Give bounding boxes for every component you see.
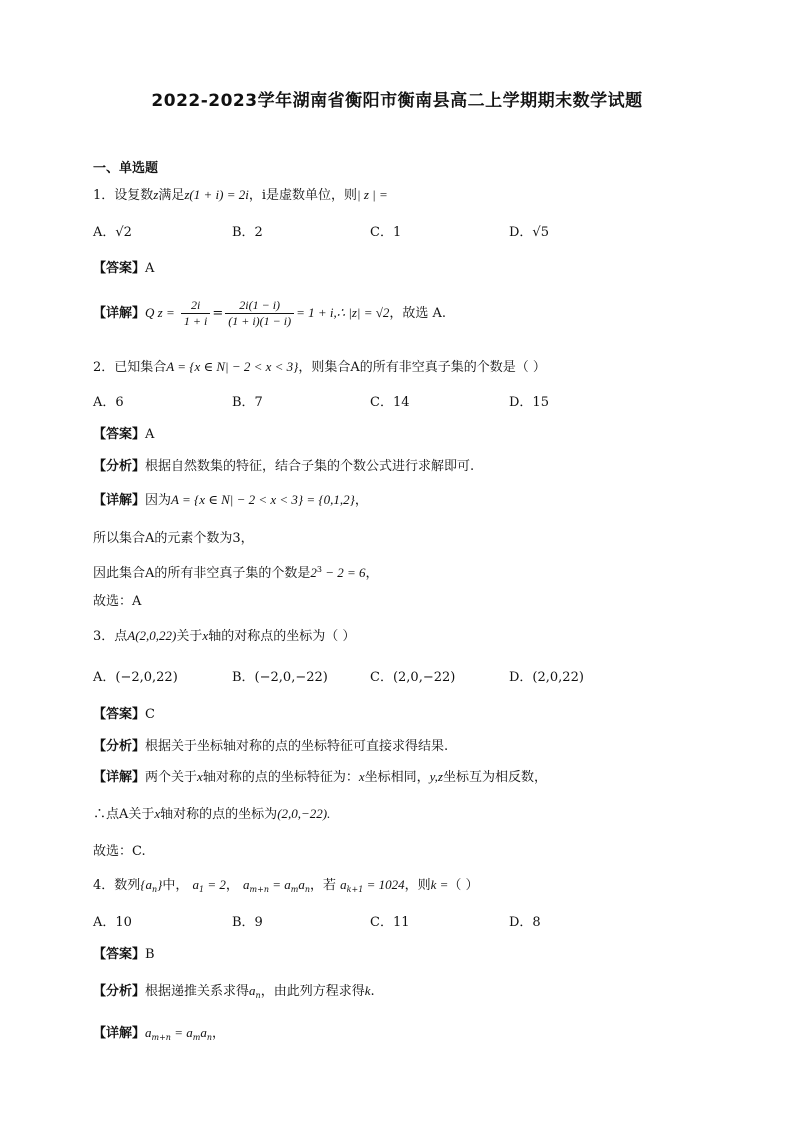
q4-a1-sub: 1 [199, 885, 205, 894]
q1-frac1-num: 2i [181, 298, 210, 314]
q3-option-a: A．(−2,0,22) [93, 670, 178, 685]
q4-an: a [249, 983, 256, 998]
analysis-label: 【分析】 [93, 459, 146, 474]
q2-stem-a: 2．已知集合 [93, 360, 167, 375]
q3-line1-a: ∴点A关于 [93, 807, 155, 822]
q3-detail-d: 坐标互为相反数， [443, 770, 548, 785]
answer-label: 【答案】 [93, 261, 146, 276]
q3-line1-c: (2,0,−22). [277, 806, 331, 821]
q4-option-b: B．9 [232, 915, 263, 930]
q2-analysis [93, 458, 474, 476]
section-heading: 一、单选题 [93, 161, 159, 176]
q4-analysis-a: 根据递推关系求得 [145, 984, 250, 999]
q4-seq-sub: n [151, 885, 158, 894]
q3-answer-value: C [145, 707, 155, 722]
q4-detail-rec: a [145, 1025, 152, 1040]
q1-stem-b: 满足 [158, 188, 185, 203]
q2-set-eq: A = {x ∈ N| − 2 < x < 3} = {0,1,2} [171, 492, 355, 507]
q3-detail-a: 两个关于 [145, 770, 198, 785]
q4-option-d: D．8 [509, 915, 541, 930]
q2-answer [93, 426, 154, 444]
q1-option-c: C．1 [370, 225, 402, 240]
q3-answer [93, 706, 155, 724]
q4-analysis [93, 982, 375, 1005]
q4-seq: {a [140, 877, 152, 892]
answer-label: 【答案】 [93, 427, 146, 442]
q3-stem-c: 轴的对称点的坐标为（ ） [208, 629, 356, 644]
q2-detail-a: 因为 [145, 493, 172, 508]
q2-answer-value: A [145, 427, 155, 442]
q3-var-x-3: x [358, 769, 365, 784]
q4-stem [93, 876, 479, 899]
q1-answer [93, 260, 154, 278]
q3-detail-b: 轴对称的点的坐标特征为： [202, 770, 359, 785]
q4-rec-sub-m: m [290, 885, 299, 894]
q3-var-x: x [202, 628, 209, 643]
q3-detail [93, 768, 547, 787]
q1-stem-a: 1．设复数 [93, 188, 154, 203]
q2-option-d: D．15 [509, 395, 549, 410]
q3-point: A(2,0,22) [127, 628, 177, 643]
q4-a1-rest: = 2 [204, 877, 226, 892]
q4-detail-rec-rest2: a [200, 1025, 207, 1040]
q3-var-yz: y,z [429, 769, 443, 784]
q3-line-2: 故选：C. [93, 844, 146, 859]
q4-seq-close: } [157, 877, 163, 892]
q3-option-b: B．(−2,0,−22) [232, 670, 328, 685]
q3-var-x-4: x [154, 806, 161, 821]
q4-stem-c: ， [225, 878, 239, 893]
q4-ak-rest: = 1024 [363, 877, 405, 892]
detail-label: 【详解】 [93, 493, 146, 508]
q1-detail: 【详解】Q z = $\frac{2i}{1 + i}$ = $\frac{2i(1 - i)}{(1 + i)(1 - i)}$ = 1 + i,∴ |z| = √2，故选 A. [93, 298, 447, 328]
q2-line-3: 故选：A [93, 594, 142, 609]
q4-answer [93, 946, 155, 964]
page-title: 2022-2023学年湖南省衡阳市衡南县高二上学期期末数学试题 [151, 91, 643, 111]
q4-rec-rest: = a [268, 877, 291, 892]
q3-line-1 [93, 805, 330, 824]
q2-set: A = {x ∈ N| − 2 < x < 3} [166, 359, 299, 374]
q3-var-x-2: x [197, 769, 203, 784]
q4-stem-a: 4．数列 [93, 878, 141, 893]
q4-answer-value: B [145, 947, 155, 962]
q3-line1-b: 轴对称的点的坐标为 [160, 807, 278, 822]
q4-a1: a [192, 877, 199, 892]
q1-var-z: z [153, 187, 159, 202]
q3-analysis [93, 738, 448, 756]
q1-detail-start: Q z = [145, 305, 175, 320]
q3-option-d: D．(2,0,22) [509, 670, 584, 685]
q4-ak-sub: k+1 [346, 885, 364, 894]
q4-ak: a [340, 877, 347, 892]
q4-detail-sub-n: n [206, 1033, 212, 1042]
q1-option-a: A．√2 [93, 225, 132, 240]
q1-frac2-den: (1 + i)(1 − i) [228, 314, 292, 328]
q2-stem-b: ，则集合A的所有非空真子集的个数是（ ） [298, 360, 546, 375]
q1-abs-z: | z | = [357, 187, 388, 202]
q1-stem [93, 186, 388, 205]
q2-option-a: A．6 [93, 395, 124, 410]
q1-equation: z(1 + i) = 2i [184, 187, 249, 202]
q2-line2-b: ， [365, 566, 379, 581]
q4-detail-rec-sub: m+n [151, 1033, 171, 1042]
q4-analysis-c: . [370, 984, 375, 999]
q4-k-eq: k = [430, 877, 449, 892]
q3-detail-c: 坐标相同， [364, 770, 430, 785]
q4-detail-rec-rest: = a [170, 1025, 193, 1040]
q1-detail-rest: = 1 + i,∴ |z| = √2 [296, 305, 390, 320]
q2-stem [93, 358, 546, 377]
q4-stem-f: （ ） [448, 878, 479, 893]
analysis-label: 【分析】 [93, 984, 146, 999]
detail-label: 【详解】 [93, 306, 146, 321]
q2-pow-rest: − 2 = 6 [321, 565, 366, 580]
q1-fraction-1 [181, 298, 210, 329]
q2-pow-exp: 3 [316, 565, 322, 574]
q1-stem-c: ，i是虚数单位，则 [248, 188, 358, 203]
detail-label: 【详解】 [93, 1026, 146, 1041]
q4-rec: a [243, 877, 250, 892]
q2-pow-base: 2 [310, 565, 317, 580]
q4-rec-sub: m+n [249, 885, 269, 894]
q3-stem-a: 3．点 [93, 629, 128, 644]
q2-line2-a: 因此集合A的所有非空真子集的个数是 [93, 566, 311, 581]
q4-option-c: C．11 [370, 915, 410, 930]
q4-detail [93, 1024, 225, 1047]
q4-detail-tail: ， [212, 1026, 226, 1041]
q4-rec-rest2: a [298, 877, 305, 892]
q4-option-a: A．10 [93, 915, 132, 930]
q2-line-2 [93, 561, 379, 583]
q2-detail-b: ， [354, 493, 368, 508]
q3-option-c: C．(2,0,−22) [370, 670, 456, 685]
q1-answer-value: A [145, 261, 155, 276]
q1-detail-tail: ，故选 A. [389, 306, 447, 321]
q2-option-c: C．14 [370, 395, 410, 410]
q2-option-b: B．7 [232, 395, 263, 410]
q4-detail-sub-m: m [192, 1033, 201, 1042]
q3-analysis-text: 根据关于坐标轴对称的点的坐标特征可直接求得结果. [145, 739, 449, 754]
answer-label: 【答案】 [93, 707, 146, 722]
q4-an-sub: n [255, 991, 261, 1000]
q4-analysis-b: ，由此列方程求得 [260, 984, 365, 999]
detail-label: 【详解】 [93, 770, 146, 785]
q1-fraction-2 [225, 298, 294, 329]
answer-label: 【答案】 [93, 947, 146, 962]
q3-stem [93, 627, 355, 646]
q1-option-b: B．2 [232, 225, 263, 240]
q4-stem-d: ，若 [310, 878, 337, 893]
q1-option-d: D．√5 [509, 225, 549, 240]
q4-stem-b: 中， [162, 878, 189, 893]
q2-line-1: 所以集合A的元素个数为3， [93, 531, 254, 546]
q4-var-k: k [364, 983, 371, 998]
q2-detail [93, 491, 368, 510]
q4-rec-sub-n: n [304, 885, 311, 894]
q1-frac2-num: 2i(1 − i) [225, 298, 294, 314]
q1-frac1-den: 1 + i [183, 314, 208, 328]
analysis-label: 【分析】 [93, 739, 146, 754]
q3-stem-b: 关于 [176, 629, 203, 644]
q2-analysis-text: 根据自然数集的特征，结合子集的个数公式进行求解即可. [145, 459, 475, 474]
q4-stem-e: ，则 [404, 878, 431, 893]
